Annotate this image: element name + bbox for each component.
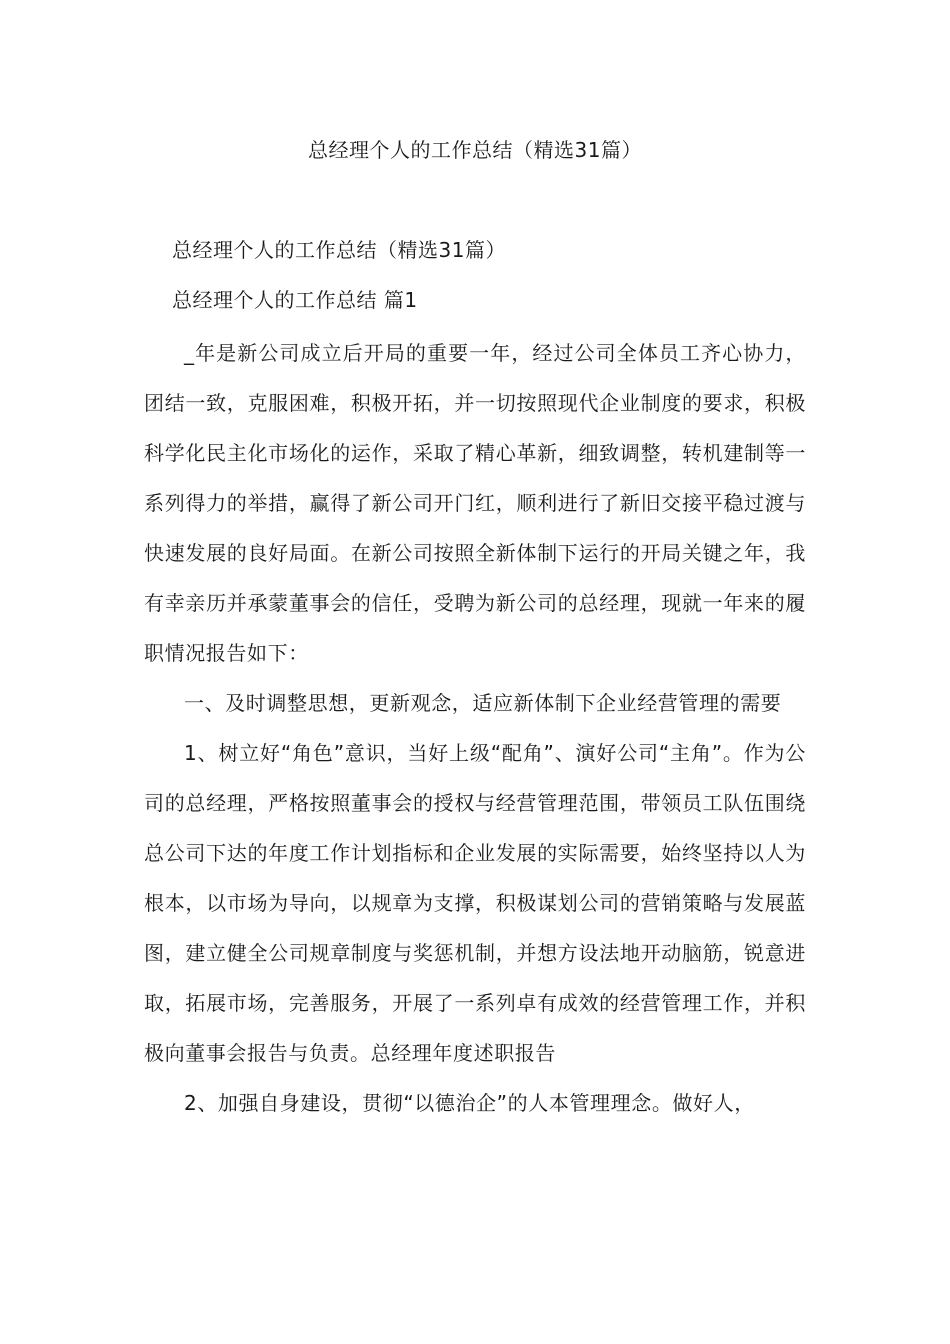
- body-paragraph: _年是新公司成立后开局的重要一年，经过公司全体员工齐心协力，团结一致，克服困难，积极开拓，并一切按照现代企业制度的要求，积极科学化民主化市场化的运作，采取了精心革新，细致调整，转机建制等一系列得力的举措，赢得了新公司开门红，顺利进行了新旧交接平稳过渡与快速发展的良好局面。在新公司按照全新体制下运行的开局关键之年，我有幸亲历并承蒙董事会的信任，受聘为新公司的总经理，现就一年来的履职情况报告如下：: [144, 341, 806, 665]
- body-paragraph: 一、及时调整思想，更新观念，适应新体制下企业经营管理的需要: [184, 691, 782, 715]
- document-title: 总经理个人的工作总结（精选31篇）: [308, 138, 642, 162]
- body-paragraph: 1、树立好“角色”意识，当好上级“配角”、演好公司“主角”。作为公司的总经理，严格按照董事会的授权与经营管理范围，带领员工队伍围绕总公司下达的年度工作计划指标和企业发展的实际需要，始终坚持以人为根本，以市场为导向，以规章为支撑，积极谋划公司的营销策略与发展蓝图，建立健全公司规章制度与奖惩机制，并想方设法地开动脑筋，锐意进取，拓展市场，完善服务，开展了一系列卓有成效的经营管理工作，并积极向董事会报告与负责。总经理年度述职报告: [144, 741, 806, 1065]
- section-heading: 总经理个人的工作总结 篇1: [172, 288, 418, 312]
- body-paragraph: 2、加强自身建设，贯彻“以德治企”的人本管理理念。做好人，: [184, 1091, 755, 1115]
- document-subtitle: 总经理个人的工作总结（精选31篇）: [172, 238, 506, 262]
- document-body: [144, 328, 806, 1128]
